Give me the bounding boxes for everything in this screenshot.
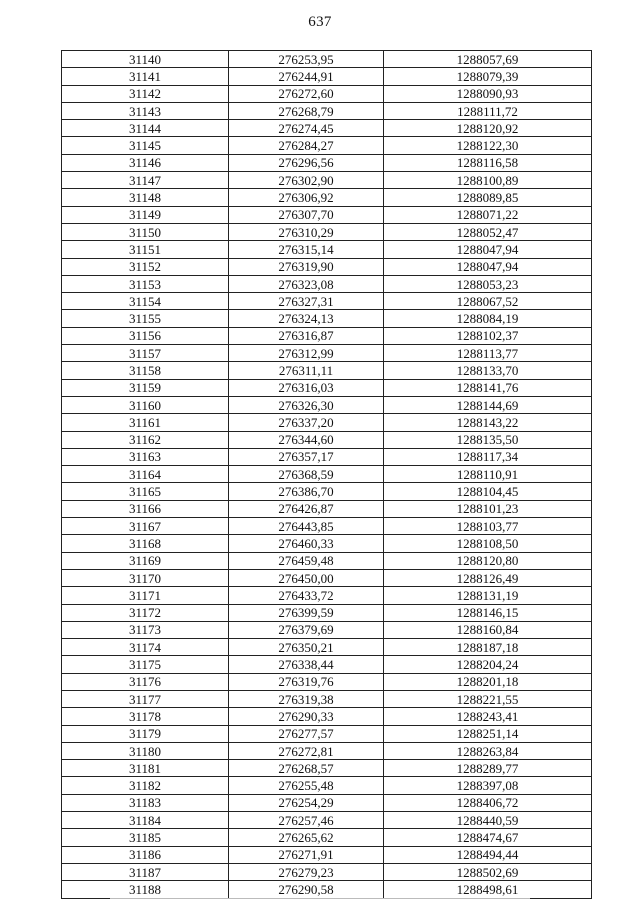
y-coordinate-cell: 1288113,77 [384, 345, 592, 362]
point-number-cell: 31159 [62, 379, 229, 396]
table-row [62, 621, 592, 638]
table-row [62, 812, 592, 829]
table-row [62, 396, 592, 413]
y-coordinate-cell: 1288201,18 [384, 673, 592, 690]
table-row [62, 846, 592, 863]
x-coordinate-cell: 276350,21 [229, 639, 384, 656]
y-coordinate-cell: 1288133,70 [384, 362, 592, 379]
x-coordinate-cell: 276426,87 [229, 500, 384, 517]
y-coordinate-cell: 1288100,89 [384, 172, 592, 189]
point-number-cell: 31155 [62, 310, 229, 327]
table-row [62, 137, 592, 154]
y-coordinate-cell: 1288141,76 [384, 379, 592, 396]
x-coordinate-cell: 276312,99 [229, 345, 384, 362]
point-number-cell: 31170 [62, 569, 229, 586]
y-coordinate-cell: 1288120,92 [384, 120, 592, 137]
table-row [62, 708, 592, 725]
y-coordinate-cell: 1288120,80 [384, 552, 592, 569]
x-coordinate-cell: 276253,95 [229, 51, 384, 68]
table-row [62, 327, 592, 344]
x-coordinate-cell: 276344,60 [229, 431, 384, 448]
point-number-cell: 31174 [62, 639, 229, 656]
x-coordinate-cell: 276255,48 [229, 777, 384, 794]
table-row [62, 293, 592, 310]
x-coordinate-cell: 276254,29 [229, 794, 384, 811]
x-coordinate-cell: 276357,17 [229, 448, 384, 465]
y-coordinate-cell: 1288144,69 [384, 396, 592, 413]
point-number-cell: 31167 [62, 518, 229, 535]
x-coordinate-cell: 276290,58 [229, 881, 384, 898]
x-coordinate-cell: 276337,20 [229, 414, 384, 431]
point-number-cell: 31162 [62, 431, 229, 448]
y-coordinate-cell: 1288160,84 [384, 621, 592, 638]
point-number-cell: 31147 [62, 172, 229, 189]
point-number-cell: 31172 [62, 604, 229, 621]
point-number-cell: 31180 [62, 742, 229, 759]
y-coordinate-cell: 1288047,94 [384, 258, 592, 275]
y-coordinate-cell: 1288057,69 [384, 51, 592, 68]
x-coordinate-cell: 276386,70 [229, 483, 384, 500]
table-row [62, 206, 592, 223]
x-coordinate-cell: 276319,38 [229, 690, 384, 707]
table-row [62, 829, 592, 846]
table-row [62, 500, 592, 517]
table-row [62, 552, 592, 569]
y-coordinate-cell: 1288067,52 [384, 293, 592, 310]
table-row [62, 535, 592, 552]
table-row [62, 673, 592, 690]
x-coordinate-cell: 276315,14 [229, 241, 384, 258]
table-row [62, 172, 592, 189]
point-number-cell: 31153 [62, 275, 229, 292]
x-coordinate-cell: 276459,48 [229, 552, 384, 569]
y-coordinate-cell: 1288474,67 [384, 829, 592, 846]
y-coordinate-cell: 1288108,50 [384, 535, 592, 552]
table-row [62, 120, 592, 137]
x-coordinate-cell: 276310,29 [229, 223, 384, 240]
point-number-cell: 31145 [62, 137, 229, 154]
y-coordinate-cell: 1288053,23 [384, 275, 592, 292]
y-coordinate-cell: 1288090,93 [384, 85, 592, 102]
y-coordinate-cell: 1288116,58 [384, 154, 592, 171]
y-coordinate-cell: 1288204,24 [384, 656, 592, 673]
table-row [62, 431, 592, 448]
point-number-cell: 31182 [62, 777, 229, 794]
x-coordinate-cell: 276265,62 [229, 829, 384, 846]
y-coordinate-cell: 1288263,84 [384, 742, 592, 759]
x-coordinate-cell: 276290,33 [229, 708, 384, 725]
table-row [62, 85, 592, 102]
y-coordinate-cell: 1288243,41 [384, 708, 592, 725]
point-number-cell: 31187 [62, 863, 229, 880]
y-coordinate-cell: 1288221,55 [384, 690, 592, 707]
point-number-cell: 31141 [62, 68, 229, 85]
x-coordinate-cell: 276450,00 [229, 569, 384, 586]
table-row [62, 690, 592, 707]
table-row [62, 466, 592, 483]
y-coordinate-cell: 1288498,61 [384, 881, 592, 898]
table-row [62, 241, 592, 258]
y-coordinate-cell: 1288071,22 [384, 206, 592, 223]
x-coordinate-cell: 276296,56 [229, 154, 384, 171]
table-row [62, 656, 592, 673]
table-row [62, 345, 592, 362]
point-number-cell: 31171 [62, 587, 229, 604]
y-coordinate-cell: 1288102,37 [384, 327, 592, 344]
point-number-cell: 31142 [62, 85, 229, 102]
point-number-cell: 31177 [62, 690, 229, 707]
x-coordinate-cell: 276319,76 [229, 673, 384, 690]
table-row [62, 518, 592, 535]
y-coordinate-cell: 1288397,08 [384, 777, 592, 794]
table-row [62, 379, 592, 396]
table-row [62, 725, 592, 742]
y-coordinate-cell: 1288110,91 [384, 466, 592, 483]
x-coordinate-cell: 276307,70 [229, 206, 384, 223]
scan-edge-line [110, 898, 530, 899]
table-row [62, 760, 592, 777]
point-number-cell: 31154 [62, 293, 229, 310]
x-coordinate-cell: 276319,90 [229, 258, 384, 275]
point-number-cell: 31179 [62, 725, 229, 742]
x-coordinate-cell: 276302,90 [229, 172, 384, 189]
x-coordinate-cell: 276306,92 [229, 189, 384, 206]
point-number-cell: 31140 [62, 51, 229, 68]
table-row [62, 569, 592, 586]
point-number-cell: 31149 [62, 206, 229, 223]
x-coordinate-cell: 276338,44 [229, 656, 384, 673]
point-number-cell: 31148 [62, 189, 229, 206]
x-coordinate-cell: 276324,13 [229, 310, 384, 327]
point-number-cell: 31152 [62, 258, 229, 275]
table-row [62, 448, 592, 465]
x-coordinate-cell: 276257,46 [229, 812, 384, 829]
point-number-cell: 31158 [62, 362, 229, 379]
point-number-cell: 31181 [62, 760, 229, 777]
y-coordinate-cell: 1288251,14 [384, 725, 592, 742]
table-row [62, 310, 592, 327]
x-coordinate-cell: 276460,33 [229, 535, 384, 552]
point-number-cell: 31151 [62, 241, 229, 258]
y-coordinate-cell: 1288104,45 [384, 483, 592, 500]
x-coordinate-cell: 276274,45 [229, 120, 384, 137]
table-row [62, 742, 592, 759]
table-row [62, 275, 592, 292]
y-coordinate-cell: 1288079,39 [384, 68, 592, 85]
table-row [62, 414, 592, 431]
point-number-cell: 31165 [62, 483, 229, 500]
table-row [62, 223, 592, 240]
y-coordinate-cell: 1288146,15 [384, 604, 592, 621]
point-number-cell: 31146 [62, 154, 229, 171]
y-coordinate-cell: 1288103,77 [384, 518, 592, 535]
table-row [62, 794, 592, 811]
table-row [62, 154, 592, 171]
x-coordinate-cell: 276399,59 [229, 604, 384, 621]
y-coordinate-cell: 1288289,77 [384, 760, 592, 777]
x-coordinate-cell: 276272,60 [229, 85, 384, 102]
x-coordinate-cell: 276268,57 [229, 760, 384, 777]
y-coordinate-cell: 1288052,47 [384, 223, 592, 240]
x-coordinate-cell: 276244,91 [229, 68, 384, 85]
x-coordinate-cell: 276277,57 [229, 725, 384, 742]
point-number-cell: 31166 [62, 500, 229, 517]
coordinates-table [61, 50, 592, 899]
point-number-cell: 31161 [62, 414, 229, 431]
point-number-cell: 31185 [62, 829, 229, 846]
table-row [62, 881, 592, 898]
point-number-cell: 31169 [62, 552, 229, 569]
y-coordinate-cell: 1288143,22 [384, 414, 592, 431]
y-coordinate-cell: 1288126,49 [384, 569, 592, 586]
point-number-cell: 31150 [62, 223, 229, 240]
x-coordinate-cell: 276279,23 [229, 863, 384, 880]
x-coordinate-cell: 276316,03 [229, 379, 384, 396]
x-coordinate-cell: 276368,59 [229, 466, 384, 483]
point-number-cell: 31163 [62, 448, 229, 465]
table-row [62, 483, 592, 500]
y-coordinate-cell: 1288187,18 [384, 639, 592, 656]
point-number-cell: 31157 [62, 345, 229, 362]
table-row [62, 863, 592, 880]
y-coordinate-cell: 1288440,59 [384, 812, 592, 829]
y-coordinate-cell: 1288101,23 [384, 500, 592, 517]
point-number-cell: 31144 [62, 120, 229, 137]
table-row [62, 604, 592, 621]
y-coordinate-cell: 1288135,50 [384, 431, 592, 448]
x-coordinate-cell: 276272,81 [229, 742, 384, 759]
table-row [62, 639, 592, 656]
table-row [62, 51, 592, 68]
point-number-cell: 31178 [62, 708, 229, 725]
point-number-cell: 31184 [62, 812, 229, 829]
point-number-cell: 31164 [62, 466, 229, 483]
point-number-cell: 31186 [62, 846, 229, 863]
x-coordinate-cell: 276433,72 [229, 587, 384, 604]
x-coordinate-cell: 276311,11 [229, 362, 384, 379]
point-number-cell: 31168 [62, 535, 229, 552]
y-coordinate-cell: 1288502,69 [384, 863, 592, 880]
x-coordinate-cell: 276323,08 [229, 275, 384, 292]
point-number-cell: 31173 [62, 621, 229, 638]
point-number-cell: 31188 [62, 881, 229, 898]
x-coordinate-cell: 276326,30 [229, 396, 384, 413]
x-coordinate-cell: 276443,85 [229, 518, 384, 535]
y-coordinate-cell: 1288047,94 [384, 241, 592, 258]
page-number: 637 [308, 14, 332, 30]
table-row [62, 777, 592, 794]
table-row [62, 189, 592, 206]
table-row [62, 362, 592, 379]
x-coordinate-cell: 276284,27 [229, 137, 384, 154]
table-row [62, 68, 592, 85]
y-coordinate-cell: 1288122,30 [384, 137, 592, 154]
y-coordinate-cell: 1288111,72 [384, 102, 592, 119]
point-number-cell: 31175 [62, 656, 229, 673]
y-coordinate-cell: 1288494,44 [384, 846, 592, 863]
table-row [62, 258, 592, 275]
x-coordinate-cell: 276271,91 [229, 846, 384, 863]
y-coordinate-cell: 1288406,72 [384, 794, 592, 811]
y-coordinate-cell: 1288117,34 [384, 448, 592, 465]
point-number-cell: 31183 [62, 794, 229, 811]
x-coordinate-cell: 276268,79 [229, 102, 384, 119]
table-row [62, 102, 592, 119]
point-number-cell: 31156 [62, 327, 229, 344]
x-coordinate-cell: 276379,69 [229, 621, 384, 638]
table-row [62, 587, 592, 604]
x-coordinate-cell: 276316,87 [229, 327, 384, 344]
y-coordinate-cell: 1288084,19 [384, 310, 592, 327]
x-coordinate-cell: 276327,31 [229, 293, 384, 310]
y-coordinate-cell: 1288089,85 [384, 189, 592, 206]
point-number-cell: 31143 [62, 102, 229, 119]
point-number-cell: 31160 [62, 396, 229, 413]
point-number-cell: 31176 [62, 673, 229, 690]
coordinates-table-body [62, 51, 592, 899]
y-coordinate-cell: 1288131,19 [384, 587, 592, 604]
